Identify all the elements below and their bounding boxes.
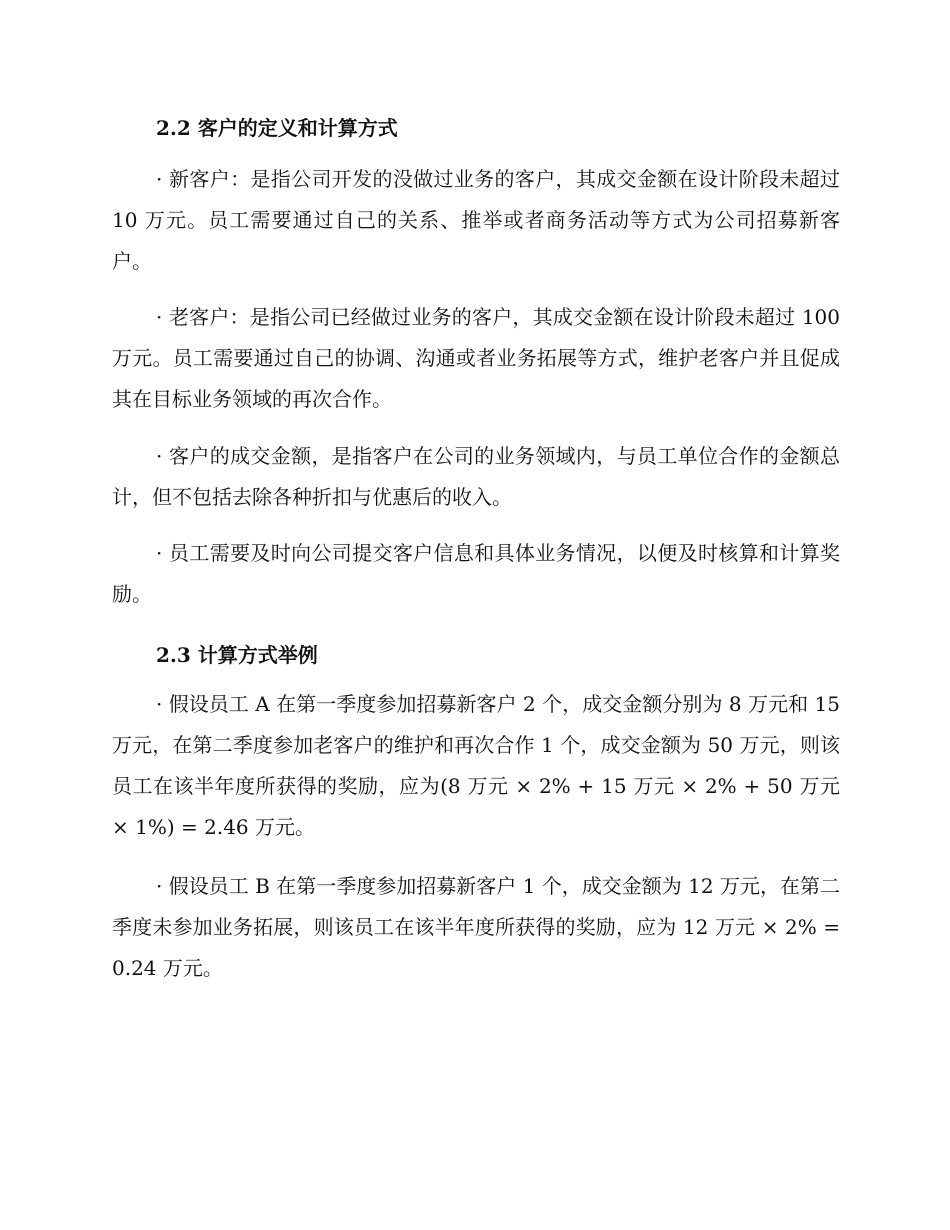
paragraph-submit-info: · 员工需要及时向公司提交客户信息和具体业务情况，以便及时核算和计算奖励。 <box>112 541 840 606</box>
paragraph-example-b: · 假设员工 B 在第一季度参加招募新客户 1 个，成交金额为 12 万元，在第二季度未参加业务拓展，则该员工在该半年度所获得的奖励，应为 12 万元 × 2% = 0.24 万元。 <box>112 874 840 980</box>
paragraph-old-customer: · 老客户：是指公司已经做过业务的客户，其成交金额在设计阶段未超过 100 万元。员工需要通过自己的协调、沟通或者业务拓展等方式，维护老客户并且促成其在目标业务领域的再次合作。 <box>112 305 840 411</box>
section-heading-2-3: 2.3 计算方式举例 <box>156 643 318 667</box>
paragraph-new-customer: · 新客户：是指公司开发的没做过业务的客户，其成交金额在设计阶段未超过 10 万元。员工需要通过自己的关系、推举或者商务活动等方式为公司招募新客户。 <box>112 167 840 273</box>
paragraph-example-a: · 假设员工 A 在第一季度参加招募新客户 2 个，成交金额分别为 8 万元和 15 万元，在第二季度参加老客户的维护和再次合作 1 个，成交金额为 50 万元，则该员工在该半年度所获得的奖励，应为(8 万元 × 2% + 15 万元 × 2% + 50 万元 × 1%) = 2.46 万元。 <box>112 692 840 839</box>
paragraph-deal-amount: · 客户的成交金额，是指客户在公司的业务领域内，与员工单位合作的金额总计，但不包括去除各种折扣与优惠后的收入。 <box>112 444 840 509</box>
section-heading-2-2: 2.2 客户的定义和计算方式 <box>156 116 398 140</box>
